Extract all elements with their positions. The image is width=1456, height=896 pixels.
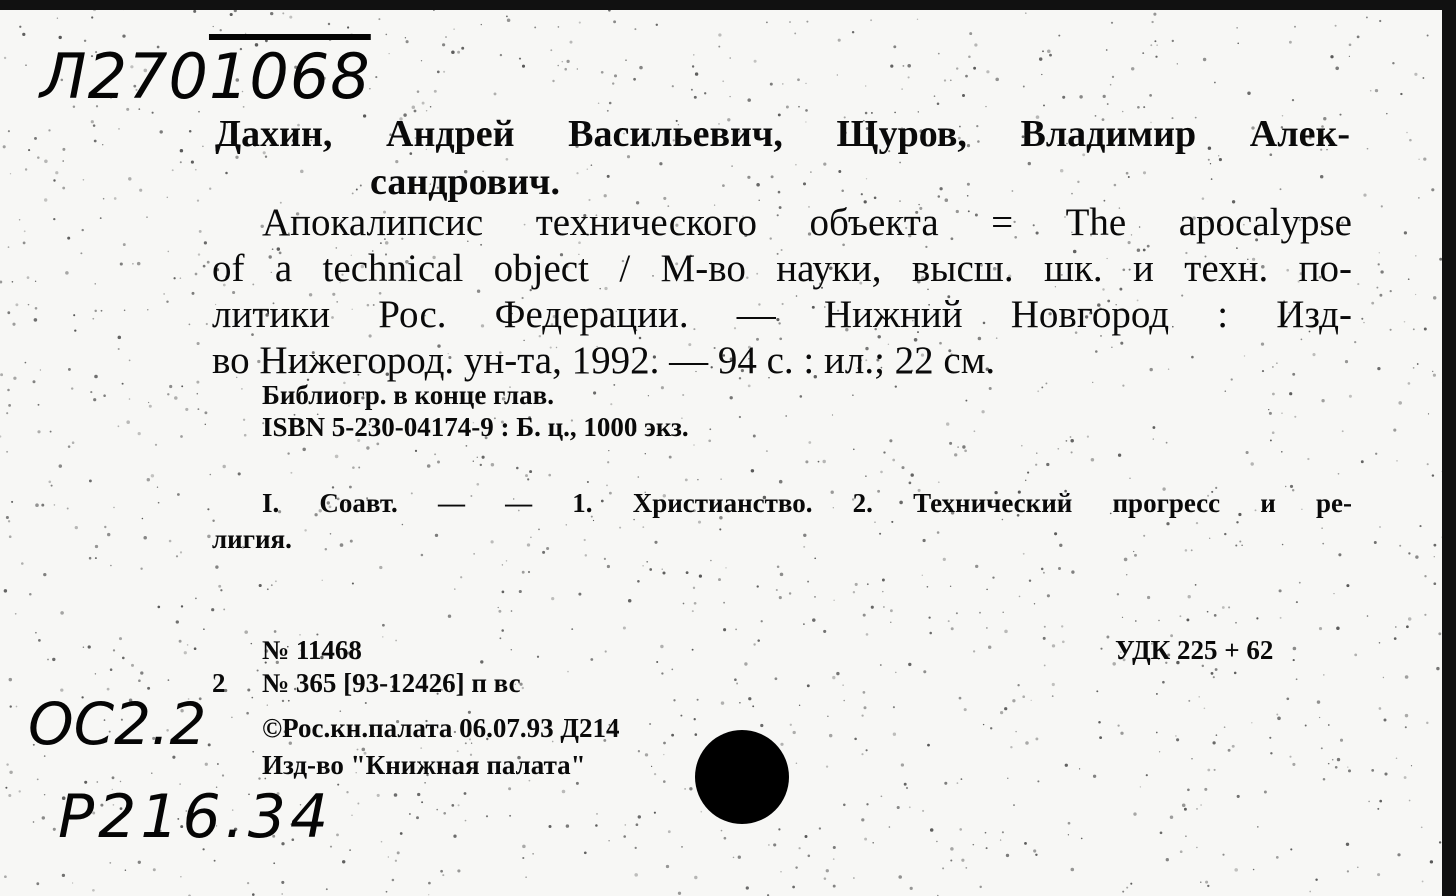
handwritten-class-1: ОС2.2 (28, 690, 207, 758)
author-heading-line2: сандрович. (370, 161, 560, 203)
punch-hole (695, 730, 789, 824)
scan-edge-right (1442, 0, 1456, 896)
bibliography-note: Библиогр. в конце глав. (262, 380, 554, 410)
title-line-1: Апокалипсис технического объекта = The apocalypse (262, 201, 1352, 244)
record-number: № 11468 (262, 635, 362, 665)
title-line-3: литики Рос. Федерации. — Нижний Новгород : Изд- (212, 293, 1352, 336)
udc-code: УДК 225 + 62 (1115, 635, 1274, 665)
title-line-4: во Нижегород. ун-та, 1992. — 94 с. : ил.; 22 см. (212, 339, 996, 382)
shelfmark-prefix: Л270 (40, 40, 209, 113)
registration-number: № 365 [93-12426] п вс (262, 668, 521, 698)
shelfmark (40, 40, 371, 113)
shelfmark-number: 1068 (208, 40, 371, 113)
handwritten-class-2: Р216.34 (58, 782, 333, 852)
isbn-line: ISBN 5-230-04174-9 : Б. ц., 1000 экз. (262, 412, 689, 442)
author-heading-line1: Дахин, Андрей Васильевич, Щуров, Владимир Алек- (215, 113, 1350, 155)
scan-edge-top (0, 0, 1456, 10)
side-number: 2 (212, 668, 226, 698)
title-line-2: of a technical object / М-во науки, высш. шк. и техн. по- (212, 247, 1352, 290)
publisher-line: Изд-во "Книжная палата" (262, 750, 586, 780)
tracings-line2: лигия. (212, 524, 292, 554)
tracings-line1: I. Соавт. — — 1. Христианство. 2. Технический прогресс и ре- (262, 488, 1352, 518)
copyright-line: ©Рос.кн.палата 06.07.93 Д214 (262, 713, 620, 743)
